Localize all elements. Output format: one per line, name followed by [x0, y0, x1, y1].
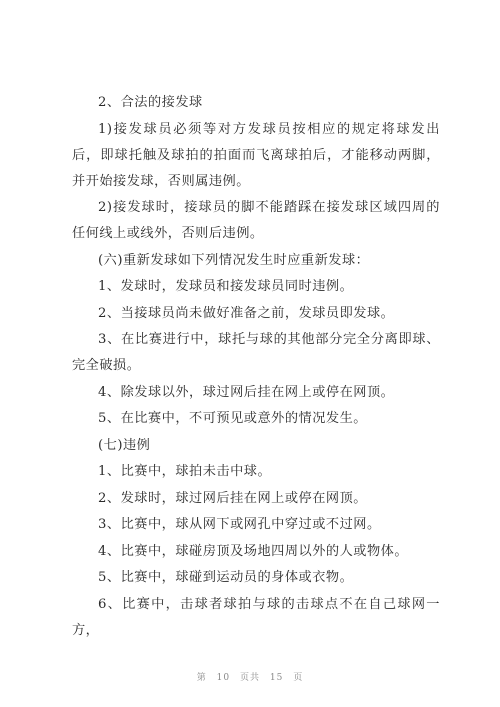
paragraph-4: (六)重新发球如下列情况发生时应重新发球：	[98, 252, 370, 268]
paragraph-5: 1、发球时，发球员和接发球员同时违例。	[98, 279, 354, 294]
paragraph-6: 2、当接球员尚未做好准备之前，发球员即发球。	[98, 305, 395, 321]
paragraph-7: 3、在比赛进行中，球托与球的其他部分完全分离即球、完全破损。	[72, 332, 440, 373]
paragraph-2: 1)接发球员必须等对方发球员按相应的规定将球发出后，即球托触及球拍的拍面而飞离球拍后，才能移动两脚，并开始接发球，否则属违例。	[72, 121, 440, 189]
paragraph-3: 2)接发球时，接球员的脚不能踏踩在接发球区域四周的任何线上或线外，否则后违例。	[72, 200, 440, 241]
page-footer	[0, 670, 500, 683]
paragraph-8: 4、除发球以外，球过网后挂在网上或停在网顶。	[98, 384, 395, 400]
document-body	[72, 90, 440, 644]
footer-suffix: 页	[293, 673, 304, 683]
paragraph-11: 1、比赛中，球拍未击中球。	[98, 464, 272, 479]
footer-current-page: 10	[216, 673, 231, 683]
paragraph-14: 4、比赛中，球碰房顶及场地四周以外的人或物体。	[98, 543, 409, 559]
footer-middle: 页共	[239, 673, 260, 683]
paragraph-9: 5、在比赛中，不可预见或意外的情况发生。	[98, 411, 367, 426]
paragraph-12: 2、发球时，球过网后挂在网上或停在网顶。	[98, 490, 367, 506]
paragraph-1: 2、合法的接发球	[98, 95, 203, 110]
paragraph-15: 5、比赛中，球碰到运动员的身体或衣物。	[98, 570, 354, 585]
footer-prefix: 第	[196, 673, 207, 683]
paragraph-16: 6、比赛中，击球者球拍与球的击球点不在自己球网一方，	[72, 596, 440, 638]
paragraph-10: (七)违例	[98, 437, 151, 453]
footer-total-pages: 15	[269, 673, 284, 683]
paragraph-13: 3、比赛中，球从网下或网孔中穿过或不过网。	[98, 517, 381, 532]
